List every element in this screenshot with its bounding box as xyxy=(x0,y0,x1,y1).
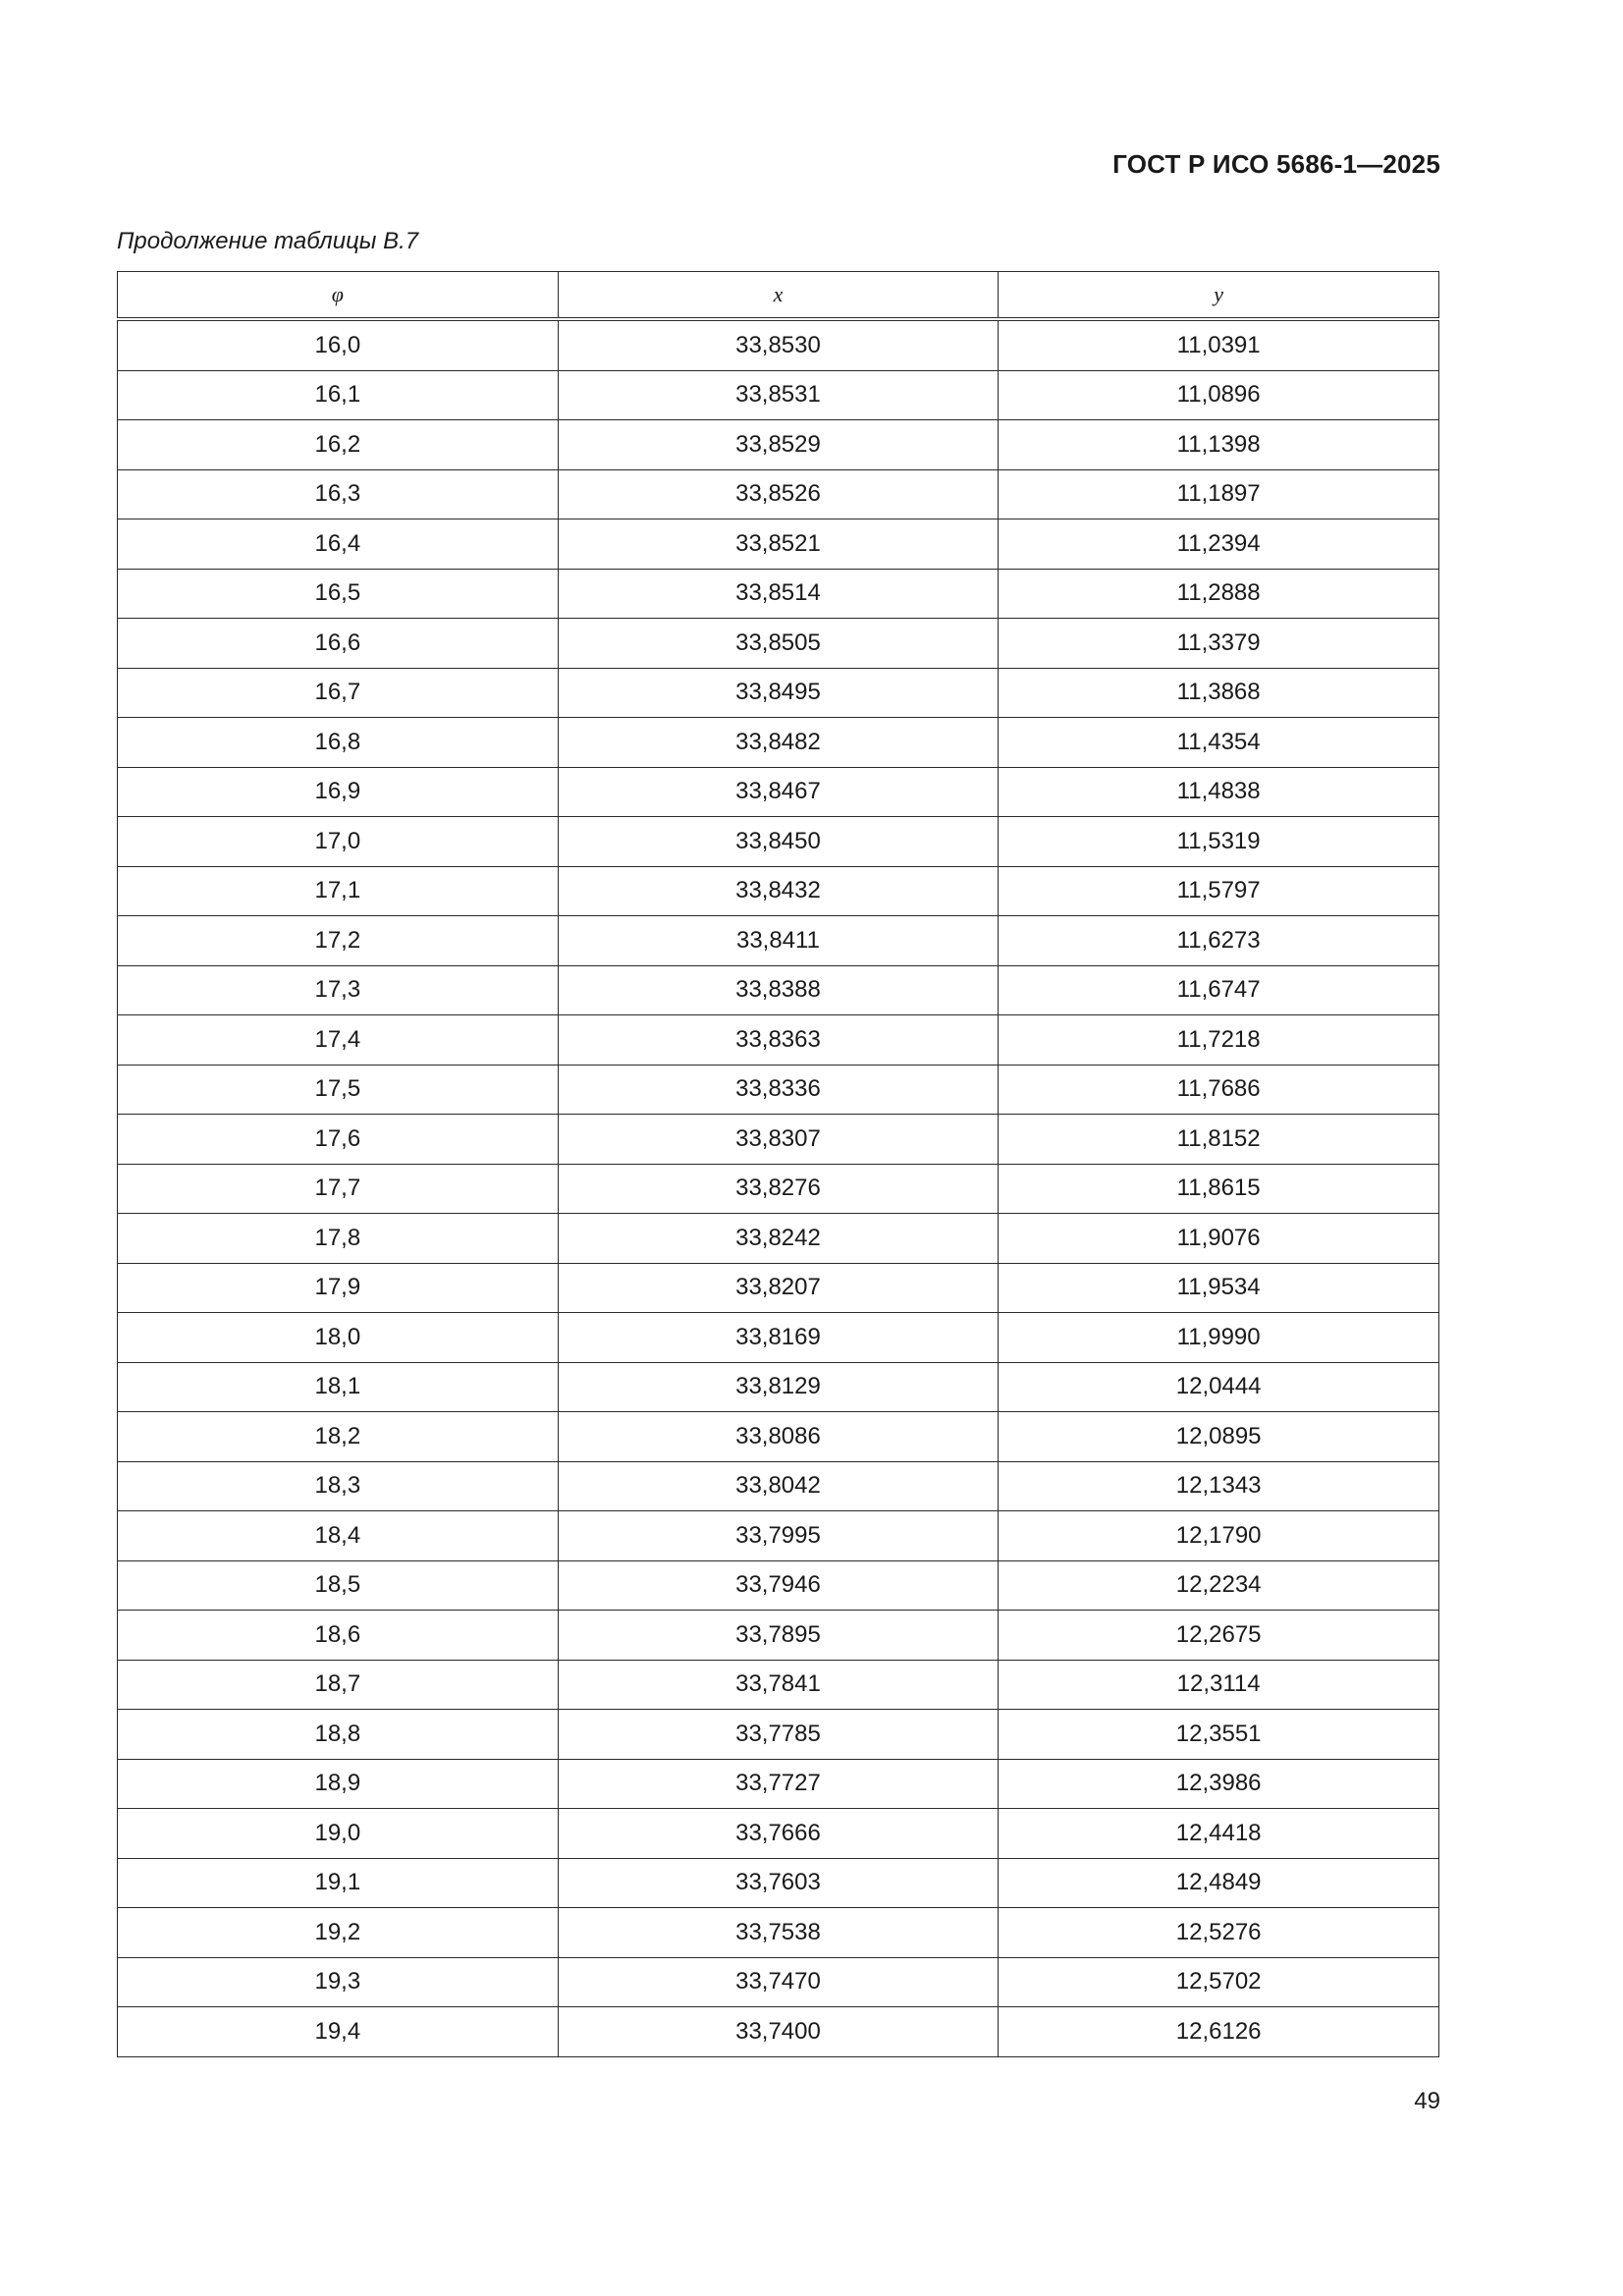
table-row xyxy=(118,1214,1439,1264)
table-row xyxy=(118,668,1439,718)
table-row xyxy=(118,965,1439,1015)
cell-x: 33,8169 xyxy=(558,1313,999,1363)
document-standard-id: ГОСТ Р ИСО 5686-1—2025 xyxy=(1112,149,1440,179)
cell-y: 12,3114 xyxy=(999,1660,1439,1710)
cell-x: 33,8505 xyxy=(558,619,999,669)
cell-x: 33,7470 xyxy=(558,1957,999,2007)
cell-phi: 16,7 xyxy=(118,668,559,718)
cell-x: 33,7946 xyxy=(558,1560,999,1611)
table-header-row xyxy=(118,272,1439,320)
cell-x: 33,7603 xyxy=(558,1858,999,1908)
table-row xyxy=(118,569,1439,619)
cell-x: 33,8529 xyxy=(558,420,999,470)
cell-x: 33,8363 xyxy=(558,1015,999,1066)
cell-x: 33,8276 xyxy=(558,1164,999,1214)
cell-x: 33,8207 xyxy=(558,1263,999,1313)
cell-y: 11,5797 xyxy=(999,866,1439,916)
table-row xyxy=(118,866,1439,916)
cell-y: 11,8152 xyxy=(999,1115,1439,1165)
cell-x: 33,8514 xyxy=(558,569,999,619)
cell-y: 11,1897 xyxy=(999,469,1439,519)
cell-y: 11,1398 xyxy=(999,420,1439,470)
cell-y: 11,6273 xyxy=(999,916,1439,966)
table-row xyxy=(118,1461,1439,1511)
cell-y: 11,2394 xyxy=(999,519,1439,570)
table-row xyxy=(118,1412,1439,1462)
cell-x: 33,7666 xyxy=(558,1809,999,1859)
cell-x: 33,7538 xyxy=(558,1908,999,1958)
cell-x: 33,8467 xyxy=(558,767,999,817)
table-row xyxy=(118,1115,1439,1165)
cell-phi: 16,8 xyxy=(118,718,559,768)
data-table-container xyxy=(117,271,1439,2057)
cell-phi: 17,4 xyxy=(118,1015,559,1066)
cell-x: 33,8307 xyxy=(558,1115,999,1165)
cell-phi: 18,6 xyxy=(118,1611,559,1661)
table-row xyxy=(118,1957,1439,2007)
cell-y: 12,1790 xyxy=(999,1511,1439,1561)
table-row xyxy=(118,2007,1439,2057)
cell-phi: 19,0 xyxy=(118,1809,559,1859)
cell-y: 11,4354 xyxy=(999,718,1439,768)
table-row xyxy=(118,916,1439,966)
cell-x: 33,8388 xyxy=(558,965,999,1015)
cell-y: 11,2888 xyxy=(999,569,1439,619)
cell-phi: 18,8 xyxy=(118,1710,559,1760)
cell-phi: 18,5 xyxy=(118,1560,559,1611)
cell-y: 12,1343 xyxy=(999,1461,1439,1511)
cell-x: 33,7995 xyxy=(558,1511,999,1561)
cell-x: 33,8042 xyxy=(558,1461,999,1511)
table-row xyxy=(118,1809,1439,1859)
table-row xyxy=(118,1263,1439,1313)
table-caption: Продолжение таблицы В.7 xyxy=(117,228,419,254)
cell-phi: 16,6 xyxy=(118,619,559,669)
cell-x: 33,8450 xyxy=(558,817,999,867)
cell-y: 11,0896 xyxy=(999,370,1439,420)
table-body xyxy=(118,319,1439,2056)
cell-phi: 17,7 xyxy=(118,1164,559,1214)
cell-x: 33,8495 xyxy=(558,668,999,718)
cell-phi: 17,0 xyxy=(118,817,559,867)
cell-y: 12,3986 xyxy=(999,1759,1439,1809)
table-row xyxy=(118,469,1439,519)
cell-x: 33,8521 xyxy=(558,519,999,570)
table-row xyxy=(118,1313,1439,1363)
cell-y: 12,2234 xyxy=(999,1560,1439,1611)
cell-x: 33,8432 xyxy=(558,866,999,916)
cell-y: 11,5319 xyxy=(999,817,1439,867)
cell-phi: 18,0 xyxy=(118,1313,559,1363)
cell-x: 33,7841 xyxy=(558,1660,999,1710)
table-row xyxy=(118,1362,1439,1412)
cell-x: 33,8129 xyxy=(558,1362,999,1412)
cell-phi: 18,7 xyxy=(118,1660,559,1710)
cell-x: 33,8242 xyxy=(558,1214,999,1264)
table-row xyxy=(118,420,1439,470)
cell-x: 33,8531 xyxy=(558,370,999,420)
cell-y: 12,4418 xyxy=(999,1809,1439,1859)
cell-y: 12,6126 xyxy=(999,2007,1439,2057)
cell-y: 11,9990 xyxy=(999,1313,1439,1363)
cell-phi: 18,2 xyxy=(118,1412,559,1462)
cell-phi: 18,4 xyxy=(118,1511,559,1561)
cell-phi: 17,6 xyxy=(118,1115,559,1165)
table-row xyxy=(118,1858,1439,1908)
cell-phi: 16,1 xyxy=(118,370,559,420)
cell-y: 12,4849 xyxy=(999,1858,1439,1908)
cell-phi: 16,0 xyxy=(118,319,559,370)
column-header-x: x xyxy=(558,272,999,320)
cell-phi: 19,2 xyxy=(118,1908,559,1958)
column-header-y: y xyxy=(999,272,1439,320)
cell-phi: 17,8 xyxy=(118,1214,559,1264)
cell-y: 11,7686 xyxy=(999,1065,1439,1115)
cell-phi: 16,9 xyxy=(118,767,559,817)
cell-phi: 19,3 xyxy=(118,1957,559,2007)
table-row xyxy=(118,1511,1439,1561)
cell-phi: 17,1 xyxy=(118,866,559,916)
cell-y: 12,2675 xyxy=(999,1611,1439,1661)
cell-phi: 17,3 xyxy=(118,965,559,1015)
cell-y: 11,7218 xyxy=(999,1015,1439,1066)
cell-y: 11,3868 xyxy=(999,668,1439,718)
cell-x: 33,8411 xyxy=(558,916,999,966)
table-row xyxy=(118,619,1439,669)
cell-y: 11,8615 xyxy=(999,1164,1439,1214)
cell-y: 12,0895 xyxy=(999,1412,1439,1462)
cell-x: 33,7785 xyxy=(558,1710,999,1760)
table-row xyxy=(118,817,1439,867)
cell-y: 12,5276 xyxy=(999,1908,1439,1958)
table-row xyxy=(118,718,1439,768)
table-row xyxy=(118,1164,1439,1214)
cell-y: 11,6747 xyxy=(999,965,1439,1015)
table-row xyxy=(118,319,1439,370)
cell-y: 11,9534 xyxy=(999,1263,1439,1313)
cell-phi: 16,5 xyxy=(118,569,559,619)
cell-x: 33,8482 xyxy=(558,718,999,768)
cell-phi: 18,1 xyxy=(118,1362,559,1412)
cell-phi: 18,3 xyxy=(118,1461,559,1511)
column-header-phi: φ xyxy=(118,272,559,320)
cell-x: 33,8530 xyxy=(558,319,999,370)
cell-x: 33,7727 xyxy=(558,1759,999,1809)
table-row xyxy=(118,1560,1439,1611)
cell-phi: 19,1 xyxy=(118,1858,559,1908)
cell-phi: 17,2 xyxy=(118,916,559,966)
table-row xyxy=(118,767,1439,817)
cell-x: 33,8086 xyxy=(558,1412,999,1462)
cell-y: 12,5702 xyxy=(999,1957,1439,2007)
table-row xyxy=(118,1908,1439,1958)
cell-phi: 16,4 xyxy=(118,519,559,570)
cell-phi: 18,9 xyxy=(118,1759,559,1809)
cell-phi: 17,5 xyxy=(118,1065,559,1115)
cell-phi: 16,2 xyxy=(118,420,559,470)
page-number: 49 xyxy=(1414,2088,1440,2114)
table-row xyxy=(118,1710,1439,1760)
cell-phi: 16,3 xyxy=(118,469,559,519)
table-row xyxy=(118,1759,1439,1809)
cell-x: 33,7895 xyxy=(558,1611,999,1661)
cell-x: 33,8336 xyxy=(558,1065,999,1115)
cell-y: 11,9076 xyxy=(999,1214,1439,1264)
cell-x: 33,8526 xyxy=(558,469,999,519)
cell-phi: 17,9 xyxy=(118,1263,559,1313)
table-row xyxy=(118,1015,1439,1066)
data-table xyxy=(117,271,1439,2057)
table-row xyxy=(118,1065,1439,1115)
cell-y: 11,4838 xyxy=(999,767,1439,817)
table-row xyxy=(118,1611,1439,1661)
table-row xyxy=(118,1660,1439,1710)
table-row xyxy=(118,519,1439,570)
cell-y: 11,3379 xyxy=(999,619,1439,669)
cell-x: 33,7400 xyxy=(558,2007,999,2057)
cell-y: 11,0391 xyxy=(999,319,1439,370)
cell-y: 12,3551 xyxy=(999,1710,1439,1760)
cell-phi: 19,4 xyxy=(118,2007,559,2057)
table-row xyxy=(118,370,1439,420)
cell-y: 12,0444 xyxy=(999,1362,1439,1412)
